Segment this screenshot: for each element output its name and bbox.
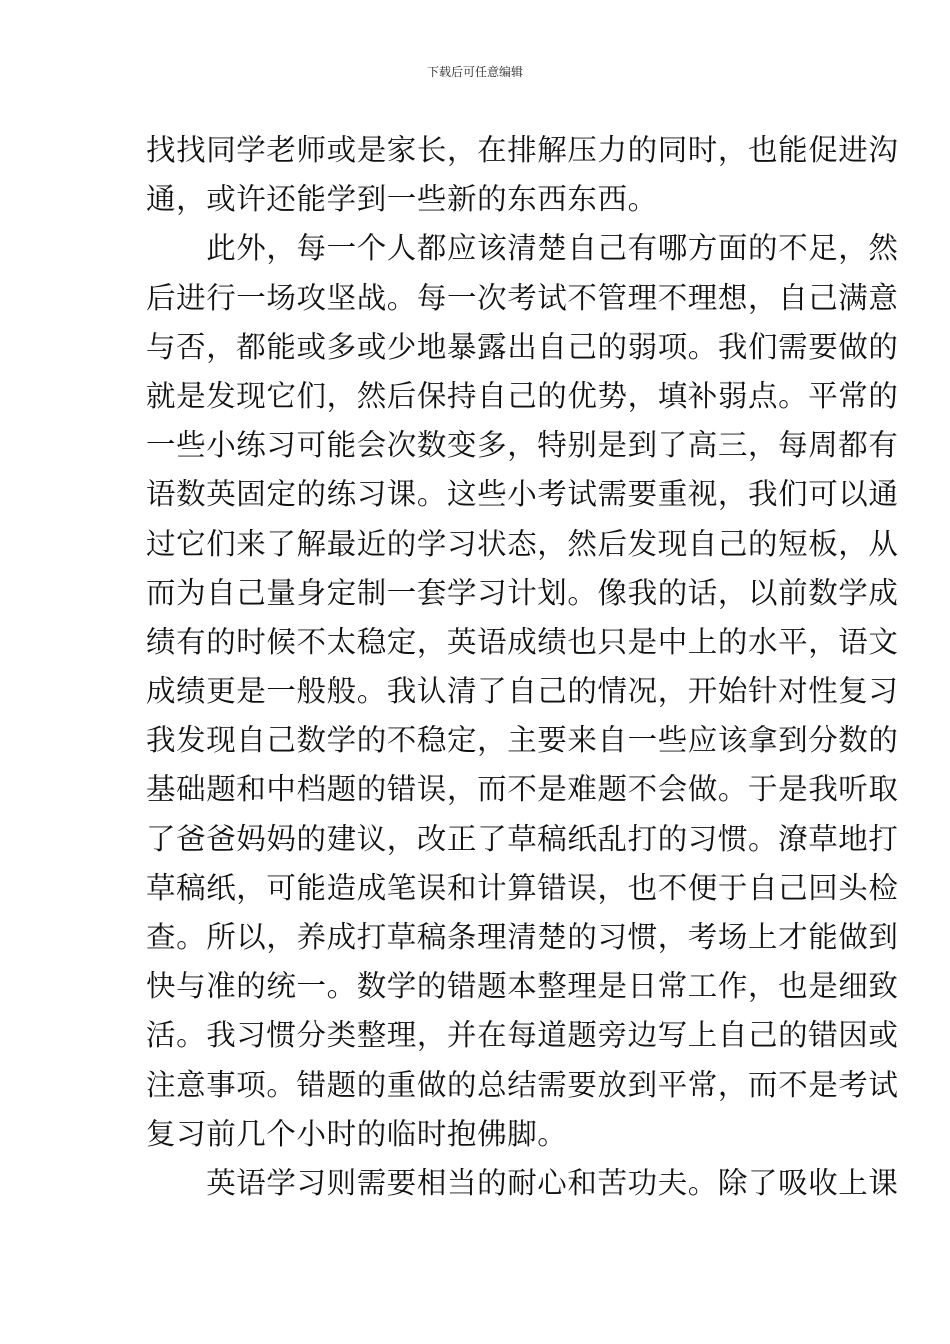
page-header: 下载后可任意编辑 — [426, 65, 523, 79]
text-line: 语数英固定的练习课。这些小考试需要重视，我们可以通 — [146, 477, 899, 512]
text-line: 而为自己量身定制一套学习计划。像我的话，以前数学成 — [146, 575, 899, 610]
text-line: 查。所以，养成打草稿条理清楚的习惯，考场上才能做到 — [146, 920, 899, 954]
text-line: 与否，都能或多或少地暴露出自己的弱项。我们需要做的 — [146, 329, 899, 364]
document-body — [146, 126, 899, 1208]
text-line: 基础题和中档题的错误，而不是难题不会做。于是我听取 — [146, 772, 899, 807]
text-line: 草稿纸，可能造成笔误和计算错误，也不便于自己回头检 — [146, 870, 899, 905]
text-line: 绩有的时候不太稳定，英语成绩也只是中上的水平，语文 — [146, 624, 899, 659]
text-line: 一些小练习可能会次数变多，特别是到了高三，每周都有 — [146, 428, 899, 463]
text-line: 我发现自己数学的不稳定，主要来自一些应该拿到分数的 — [146, 723, 899, 758]
text-line: 了爸爸妈妈的建议，改正了草稿纸乱打的习惯。潦草地打 — [146, 821, 899, 856]
text-line: 活。我习惯分类整理，并在每道题旁边写上自己的错因或 — [146, 1018, 899, 1053]
text-line: 此外，每一个人都应该清楚自己有哪方面的不足，然 — [146, 231, 899, 266]
text-line: 复习前几个小时的临时抱佛脚。 — [146, 1116, 568, 1151]
text-line: 英语学习则需要相当的耐心和苦功夫。除了吸收上课 — [146, 1165, 899, 1200]
text-line: 后进行一场攻坚战。每一次考试不管理不理想，自己满意 — [146, 280, 899, 315]
text-line: 通，或许还能学到一些新的东西东西。 — [146, 182, 658, 217]
text-line: 快与准的统一。数学的错题本整理是日常工作，也是细致 — [146, 969, 899, 1004]
text-line: 成绩更是一般般。我认清了自己的情况，开始针对性复习 — [146, 674, 899, 709]
text-line: 就是发现它们，然后保持自己的优势，填补弱点。平常的 — [146, 378, 899, 413]
text-line: 找找同学老师或是家长，在排解压力的同时，也能促进沟 — [146, 133, 899, 167]
text-line: 过它们来了解最近的学习状态，然后发现自己的短板，从 — [146, 526, 899, 561]
text-line: 注意事项。错题的重做的总结需要放到平常，而不是考试 — [146, 1067, 899, 1102]
